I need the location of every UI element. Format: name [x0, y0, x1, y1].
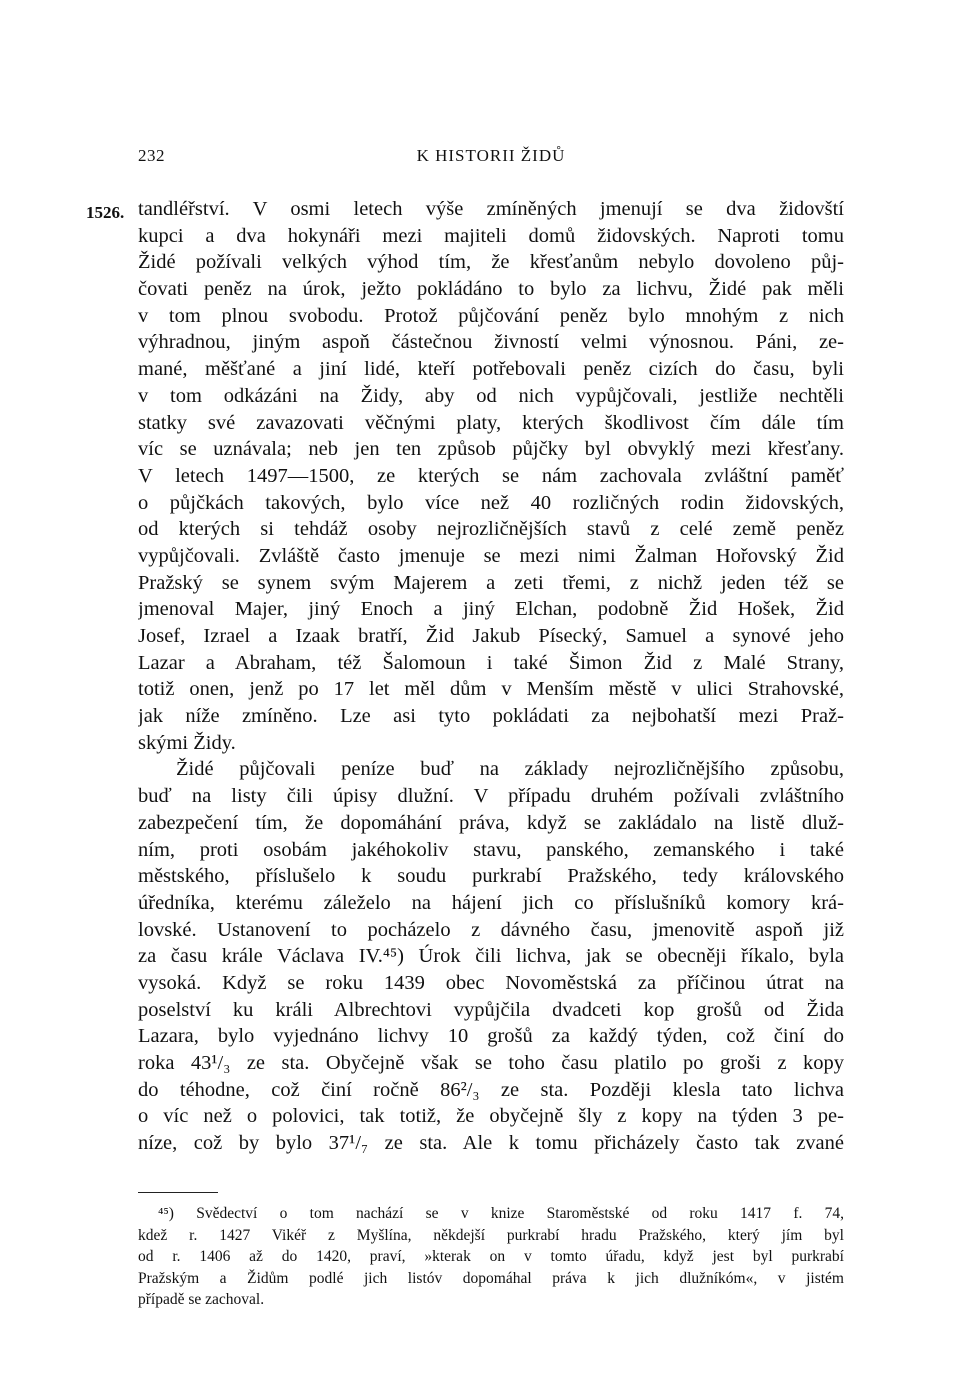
footnote-line: ⁴⁵) Svědectví o tom nachází se v knize Staroměstské od roku 1417 f. 74,	[158, 1205, 844, 1222]
paragraph-start-line: Židé půjčovali peníze buď na základy nejrozličnějšího způsobu,	[176, 758, 844, 781]
footnote	[138, 1203, 844, 1311]
text-line: roka 43¹/₃ ze sta. Obyčejně však se toho času platilo po groši z kopy	[138, 1052, 844, 1074]
margin-year-note: 1526.	[86, 203, 125, 222]
footnote-line: od r. 1406 až do 1420, praví, »kterak on v tomto úřadu, když jest byl purkrabí	[138, 1248, 844, 1265]
text-line: v tom odkázáni na Židy, aby od nich vypůjčovali, jestliže nechtěli	[138, 384, 844, 407]
text-line: Židé požívali velkých výhod tím, že křesťanům nebylo dovoleno půj-	[138, 251, 844, 274]
text-line: Lazar a Abraham, též Šalomoun i také Šimon Žid z Malé Strany,	[138, 651, 844, 674]
text-line: jak níže zmíněno. Lze asi tyto pokládati za nejbohatší mezi Praž-	[138, 705, 844, 728]
footnote-divider	[138, 1192, 218, 1193]
paragraph-end-line: skými Židy.	[138, 731, 236, 754]
text-line: Josef, Izrael a Izaak bratří, Žid Jakub Písecký, Samuel a synové jeho	[138, 625, 844, 647]
footnote-line: případě se zachoval.	[138, 1291, 265, 1308]
text-line: ním, proti osobám jakéhokoliv stavu, panského, zemanského i také	[138, 838, 844, 861]
text-line: vypůjčovali. Zvláště často jmenuje se mezi nimi Žalman Hořovský Žid	[138, 544, 844, 567]
text-line: jmenoval Majer, jiný Enoch a jiný Elchan, podobně Žid Hošek, Žid	[138, 598, 844, 621]
text-line: lovské. Ustanovení to pocházelo z dávného času, jmenovitě aspoň již	[138, 918, 844, 941]
running-head	[138, 146, 844, 170]
text-line: zabezpečení tím, že dopomáhání práva, když se zakládalo na listě dluž-	[138, 811, 844, 834]
text-line: vysoká. Když se roku 1439 obec Novoměstská za příčinou útrat na	[138, 971, 844, 994]
text-line: o půjčkách takových, bylo více než 40 rozličných rodin židovských,	[138, 491, 844, 514]
text-line: výhradnou, jiným aspoň částečnou živností velmi výnosnou. Páni, ze-	[138, 331, 844, 354]
footnote-line: Pražským a Židům podlé jich listóv dopomáhal práva k jich dlužníkóm«, v jistém	[138, 1269, 844, 1287]
body-text	[138, 196, 844, 1157]
footnote-line: kdež r. 1427 Vikéř z Myšlína, někdejší purkrabí hradu Pražského, který jím byl	[138, 1226, 844, 1244]
page-number: 232	[138, 146, 165, 165]
text-line: V letech 1497—1500, ze kterých se nám zachovala zvláštní paměť	[138, 464, 844, 487]
text-line: statky své zavazovati věčnými platy, kterých škodlivost čím dále tím	[138, 411, 844, 434]
text-line: mané, měšťané a jiní lidé, kteří potřebovali peněz cizích do času, byli	[138, 358, 844, 381]
text-line: níze, což by bylo 37¹/₇ ze sta. Ale k tomu přicházely často tak zvané	[138, 1132, 844, 1155]
text-line: v tom plnou svobodu. Protož půjčování peněz bylo mnohým z nich	[138, 304, 844, 327]
text-line: Pražský se synem svým Majerem a zeti třemi, z nichž jeden též se	[138, 571, 844, 594]
text-line: čovati peněz na úrok, ježto pokládáno to bylo za lichvu, Židé pak měli	[138, 278, 844, 301]
text-line: poselství ku králi Albrechtovi vypůjčila dvadceti kop grošů od Žida	[138, 998, 844, 1021]
text-line: totiž onen, jenž po 17 let měl dům v Menším městě v ulici Strahovské,	[138, 678, 844, 701]
text-line: od kterých si tehdáž osoby nejrozličnějších stavů z celé země peněz	[138, 518, 844, 541]
text-line: za času krále Václava IV.⁴⁵) Úrok čili lichva, jak se obecněji říkalo, byla	[138, 945, 844, 968]
text-line: buď na listy čili úpisy dlužní. V případu druhém požívali zvláštního	[138, 785, 844, 808]
text-line: o víc než o polovici, tak totiž, že obyčejně šly z kopy na týden 3 pe-	[138, 1105, 844, 1128]
text-line: Lazara, bylo vyjednáno lichvy 10 grošů za každý týden, což činí do	[138, 1025, 844, 1048]
running-title: K HISTORII ŽIDŮ	[416, 146, 566, 165]
text-line: víc se uznávala; neb jen ten způsob půjčky byl obvyklý mezi křesťany.	[138, 438, 844, 461]
text-line: do téhodne, což činí ročně 86²/₃ ze sta. Později klesla tato lichva	[138, 1078, 844, 1101]
text-line: tandléřství. V osmi letech výše zmíněných jmenují se dva židovští	[138, 198, 844, 220]
text-line: úředníka, kterému záleželo na hájení jich co příslušníků komory krá-	[138, 891, 844, 914]
text-line: městského, příslušelo k soudu purkrabí Pražského, tedy královského	[138, 865, 844, 888]
text-line: kupci a dva hokynáři mezi majiteli domů židovských. Naproti tomu	[138, 224, 844, 247]
